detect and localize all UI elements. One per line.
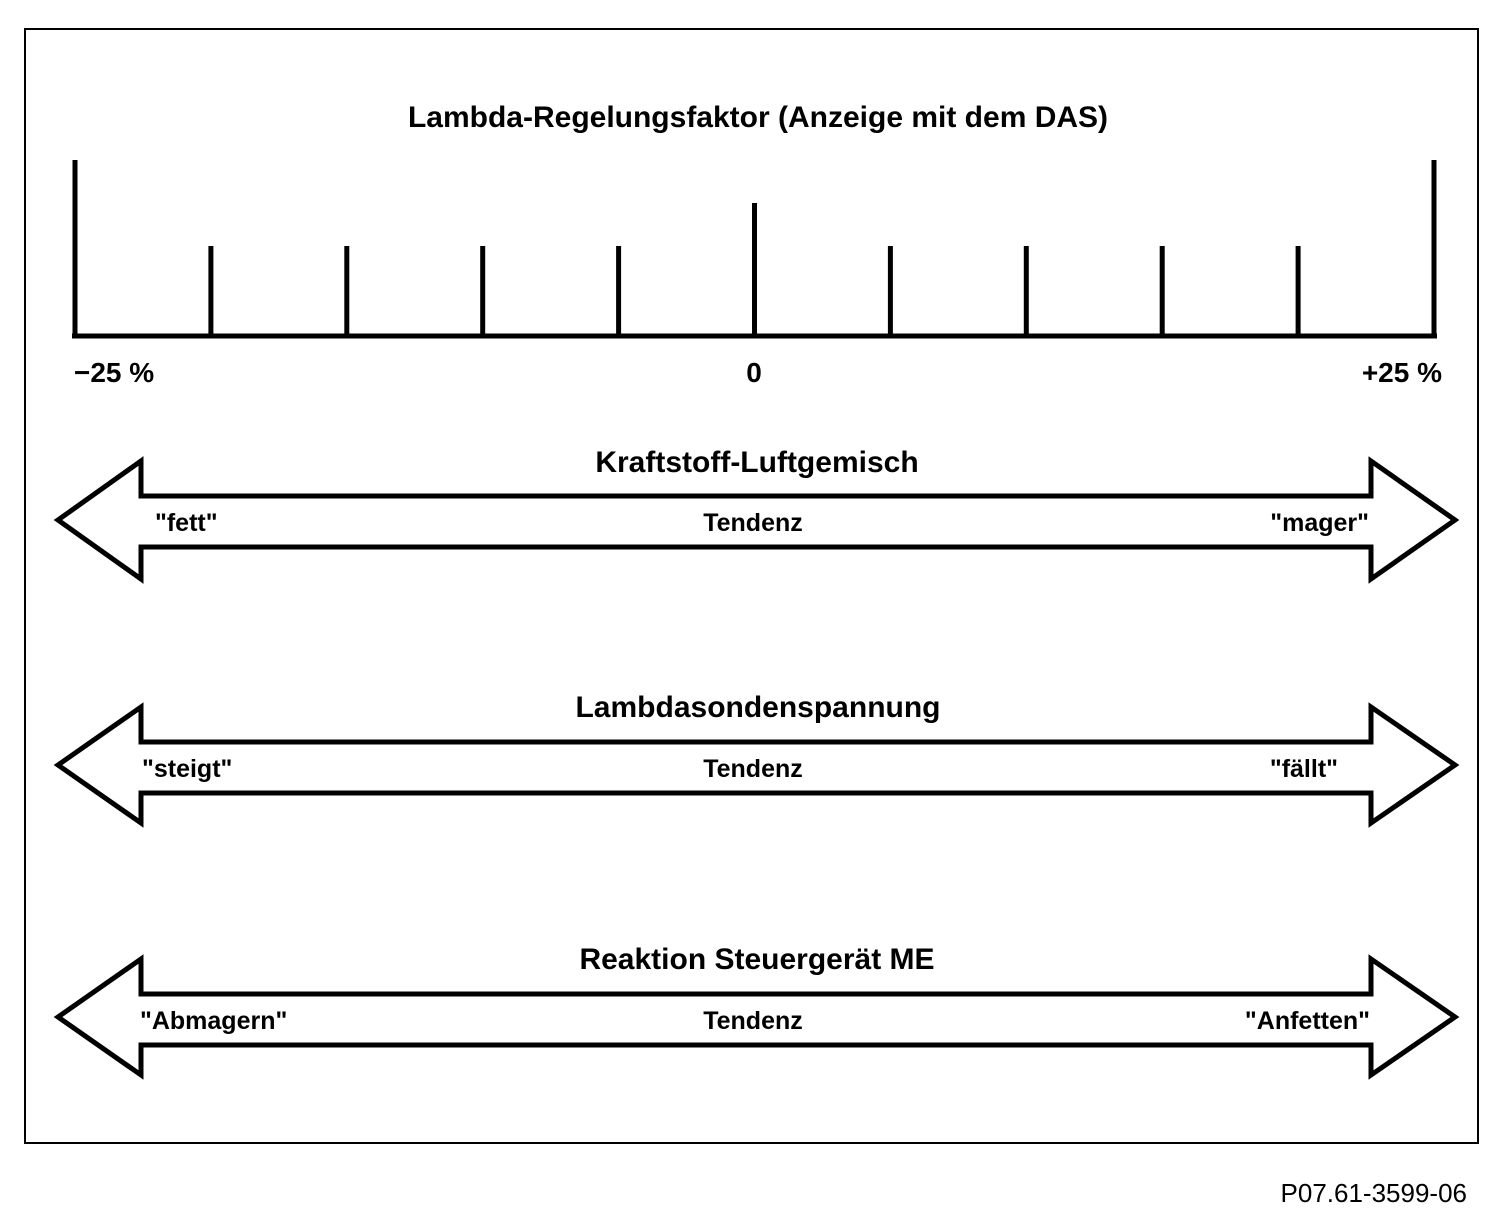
scale-title: Lambda-Regelungsfaktor (Anzeige mit dem DAS) <box>407 101 1109 134</box>
arrow-ecu-reaction-right-label: "Anfetten" <box>1244 1007 1370 1035</box>
arrow-mixture-right-label: "mager" <box>1270 509 1369 537</box>
arrow-sensor-voltage-title: Lambdasondenspannung <box>575 691 941 724</box>
arrow-sensor-voltage-center-label: Tendenz <box>703 755 803 783</box>
arrow-ecu-reaction-center-label: Tendenz <box>703 1007 803 1035</box>
arrow-sensor-voltage-right-label: "fällt" <box>1269 755 1338 783</box>
figure-reference-code: P07.61-3599-06 <box>1280 1178 1467 1208</box>
arrow-sensor-voltage <box>58 691 1455 823</box>
arrow-sensor-voltage-left-label: "steigt" <box>142 755 233 783</box>
arrow-mixture-left-label: "fett" <box>155 509 218 537</box>
arrow-mixture-center-label: Tendenz <box>703 509 803 537</box>
scale-ticks <box>75 160 1434 336</box>
scale-center-label: 0 <box>746 357 762 388</box>
arrow-ecu-reaction <box>58 943 1455 1075</box>
scale <box>72 160 1437 336</box>
arrow-ecu-reaction-left-label: "Abmagern" <box>140 1007 288 1035</box>
scale-max-label: +25 % <box>1361 357 1442 388</box>
arrow-mixture-title: Kraftstoff-Luftgemisch <box>595 446 919 479</box>
scale-min-label: −25 % <box>74 357 155 388</box>
arrow-mixture <box>58 446 1455 579</box>
arrow-ecu-reaction-title: Reaktion Steuergerät ME <box>579 943 935 976</box>
